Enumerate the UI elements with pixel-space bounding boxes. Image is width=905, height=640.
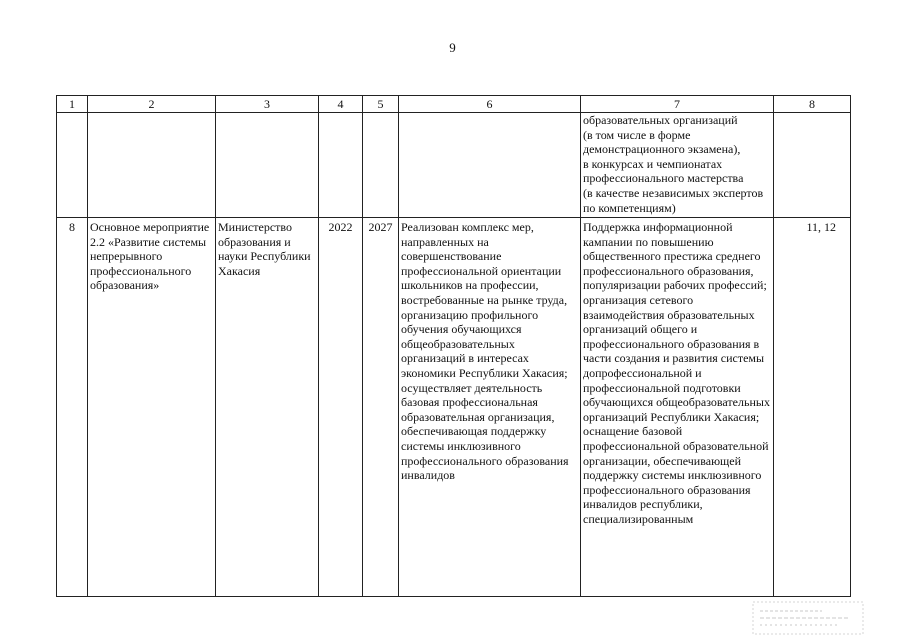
header-cell-1: 1: [57, 96, 88, 113]
table-row: [57, 218, 851, 597]
header-cell-5: 5: [363, 96, 399, 113]
page-number: 9: [449, 40, 456, 55]
header-row: [57, 96, 851, 113]
header-cell-8: 8: [774, 96, 851, 113]
empty-cell: [774, 113, 851, 218]
empty-cell: [319, 113, 363, 218]
continuation-directions-cell: образовательных организаций (в том числе в форме демонстрационного экзамена), в конкурсах и чемпионатах профессионального мастерства (в качестве независимых экспертов по компетенциям): [581, 113, 774, 218]
scan-stamp-mark: [752, 601, 864, 635]
empty-cell: [363, 113, 399, 218]
continuation-row: [57, 113, 851, 218]
indicators-cell: 11, 12: [774, 218, 851, 597]
start-year-cell: 2022: [319, 218, 363, 597]
empty-cell: [88, 113, 216, 218]
executor-cell: Министерство образования и науки Республики Хакасия: [216, 218, 319, 597]
expected-result-cell: Реализован комплекс мер, направленных на совершенствование профессиональной ориентации школьников на профессии, востребованные на рынке труда, организацию профильного обучения обучающихся общеобразовательных организаций в интересах экономики Республики Хакасия; осуществляет деятельность базовая профессиональная образовательная организация, обеспечивающая поддержку системы инклюзивного профессионального образования инвалидов: [399, 218, 581, 597]
empty-cell: [216, 113, 319, 218]
end-year-cell: 2027: [363, 218, 399, 597]
header-cell-4: 4: [319, 96, 363, 113]
empty-cell: [57, 113, 88, 218]
row-number-cell: 8: [57, 218, 88, 597]
program-table: [56, 95, 851, 597]
header-cell-2: 2: [88, 96, 216, 113]
header-cell-3: 3: [216, 96, 319, 113]
event-name-cell: Основное мероприятие 2.2 «Развитие системы непрерывного профессионального образования»: [88, 218, 216, 597]
main-directions-cell: Поддержка информационной кампании по повышению общественного престижа среднего профессионального образования, популяризации рабочих профессий; организация сетевого взаимодействия образовательных организаций общего и профессионального образования в части создания и развития системы допрофессиональной и профессиональной подготовки обучающихся общеобразовательных организаций Республики Хакасия; оснащение базовой профессиональной образовательной организации, обеспечивающей поддержку системы инклюзивного профессионального образования инвалидов республики, специализированным: [581, 218, 774, 597]
empty-cell: [399, 113, 581, 218]
header-cell-6: 6: [399, 96, 581, 113]
header-cell-7: 7: [581, 96, 774, 113]
